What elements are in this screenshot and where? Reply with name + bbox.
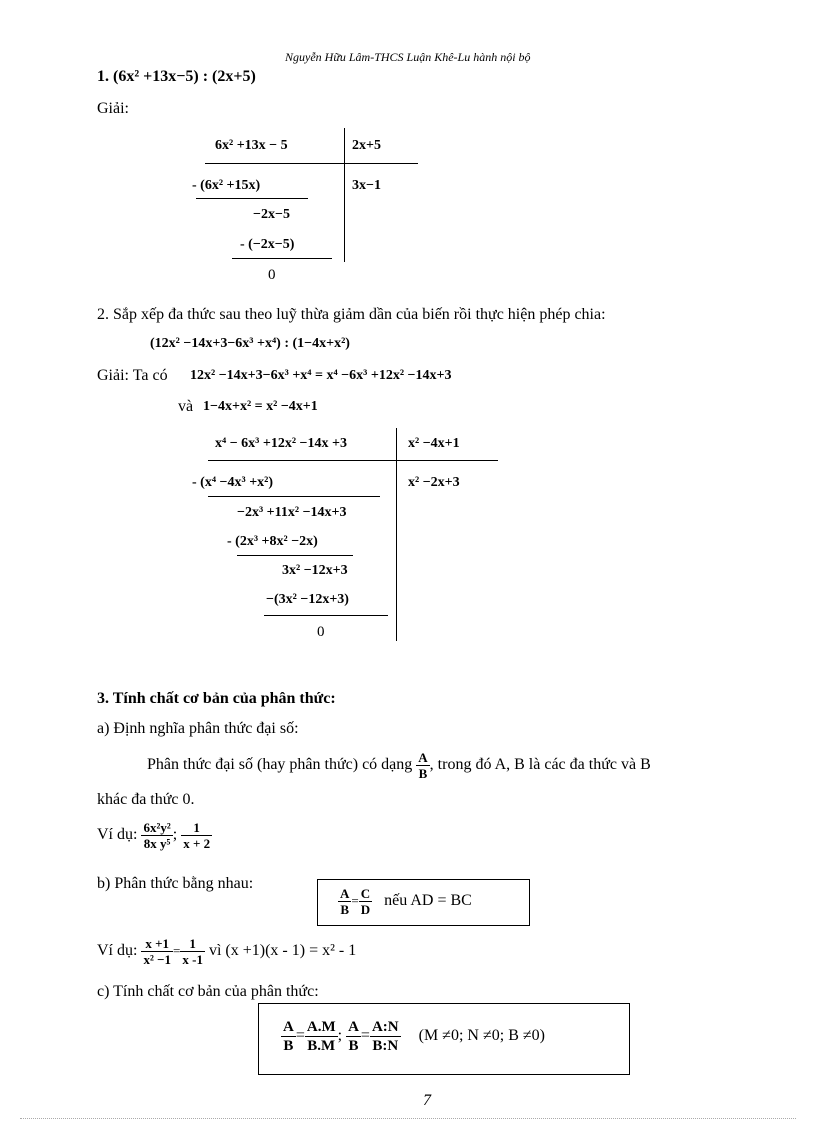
p2-remainder-1: −2x³ +11x² −14x+3 <box>237 505 347 520</box>
example-fraction-4: $\frac{1}{x -1}$ <box>182 936 203 967</box>
p1-rule-1 <box>196 198 308 199</box>
problem-1-solve-label: Giải: <box>97 100 129 117</box>
example-fraction-3: $\frac{x +1}{\text{x² −1}}$ <box>143 936 172 967</box>
p2-and-label: và <box>178 398 194 415</box>
rule-condition: nếu AD = BC <box>384 892 472 910</box>
p2-subtract-2: - (2x³ +8x² −2x) <box>227 534 318 549</box>
p2-quotient: x² −2x+3 <box>408 475 460 490</box>
problem-1-title: 1. (6x² +13x−5) : (2x+5) <box>97 68 256 85</box>
p2-subtract-1: - (x⁴ −4x³ +x²) <box>192 475 274 490</box>
example-fraction-2: $\frac{1}{x + 2}$ <box>183 820 211 851</box>
section-3-title: 3. Tính chất cơ bản của phân thức: <box>97 690 336 707</box>
p2-rule-1 <box>208 496 380 497</box>
property-fraction-2: $\frac{A.M}{B.M}$ <box>306 1019 336 1054</box>
p2-equation-2: 1−4x+x² = x² −4x+1 <box>203 399 318 414</box>
property-condition: (M ≠0; N ≠0; B ≠0) <box>418 1027 545 1045</box>
property-fraction-3: $\frac{A}{B}$ <box>348 1019 359 1054</box>
property-fraction-4: $\frac{A:N}{B:N}$ <box>371 1019 399 1054</box>
p1-top-rule <box>205 163 418 164</box>
p1-remainder-1: −2x−5 <box>253 207 290 222</box>
p1-subtract-1: - (6x² +15x) <box>192 178 261 193</box>
page-number: 7 <box>423 1092 431 1109</box>
p1-divisor: 2x+5 <box>352 138 381 153</box>
p2-subtract-3: −(3x² −12x+3) <box>266 592 349 607</box>
property-box: $\frac{A}{B}$ = $\frac{A.M}{B.M}$ ; $\frac{A}{B}$ = $\frac{A:N}{B:N}$ (M ≠0; N ≠0; B ≠0) <box>258 1003 630 1075</box>
p1-subtract-2: - (−2x−5) <box>240 237 295 252</box>
definition-line-1: Phân thức đại số (hay phân thức) có dạng $\frac{A}{B}$ , trong đó A, B là các đa thức và B <box>147 750 651 781</box>
def-fraction: $\frac{A}{B}$ <box>418 750 428 781</box>
page-header: Nguyễn Hữu Lâm-THCS Luận Khê-Lu hành nội bộ <box>285 50 531 64</box>
example-reason: vì (x +1)(x - 1) = x² - 1 <box>208 942 357 960</box>
p1-quotient: 3x−1 <box>352 178 381 193</box>
section-3c-title: c) Tính chất cơ bản của phân thức: <box>97 983 319 1000</box>
p2-equation-1: 12x² −14x+3−6x³ +x⁴ = x⁴ −6x³ +12x² −14x+3 <box>190 368 452 383</box>
p1-remainder-final: 0 <box>268 267 276 283</box>
problem-2-title: 2. Sắp xếp đa thức sau theo luỹ thừa giảm dần của biến rồi thực hiện phép chia: <box>97 306 606 323</box>
section-3b-title: b) Phân thức bằng nhau: <box>97 875 254 892</box>
p2-rule-3 <box>264 615 388 616</box>
p1-dividend: 6x² +13x − 5 <box>215 138 288 153</box>
p2-expression: (12x² −14x+3−6x³ +x⁴) : (1−4x+x²) <box>150 336 350 351</box>
p2-rule-2 <box>237 555 353 556</box>
p2-top-rule <box>208 460 498 461</box>
property-fraction-1: $\frac{A}{B}$ <box>283 1019 294 1054</box>
p2-divisor: x² −4x+1 <box>408 436 460 451</box>
p1-rule-2 <box>232 258 332 259</box>
definition-line-2: khác đa thức 0. <box>97 791 195 808</box>
example-fraction-1: $\frac{\text{6x²y²}}{\text{8x y⁵}}$ <box>143 820 171 851</box>
example-2-row: Ví dụ: $\frac{x +1}{\text{x² −1}}$ = $\frac{1}{x -1}$ vì (x +1)(x - 1) = x² - 1 <box>97 936 357 967</box>
equality-rule-box: $\frac{A}{B}$ = $\frac{C}{D}$ nếu AD = BC <box>317 879 530 926</box>
p2-dividend: x⁴ − 6x³ +12x² −14x +3 <box>215 436 348 451</box>
p2-solve-label: Giải: Ta có <box>97 367 168 384</box>
p2-remainder-final: 0 <box>317 624 325 640</box>
section-3a-title: a) Định nghĩa phân thức đại số: <box>97 720 299 737</box>
example-1-row: Ví dụ: $\frac{\text{6x²y²}}{\text{8x y⁵}}$ ; $\frac{1}{x + 2}$ <box>97 820 211 851</box>
bottom-rule <box>20 1118 796 1119</box>
rule-fraction-c-d: $\frac{C}{D}$ <box>360 886 371 917</box>
p2-remainder-2: 3x² −12x+3 <box>282 563 348 578</box>
rule-fraction-a-b: $\frac{A}{B}$ <box>340 886 350 917</box>
p1-vertical-rule <box>344 128 345 262</box>
